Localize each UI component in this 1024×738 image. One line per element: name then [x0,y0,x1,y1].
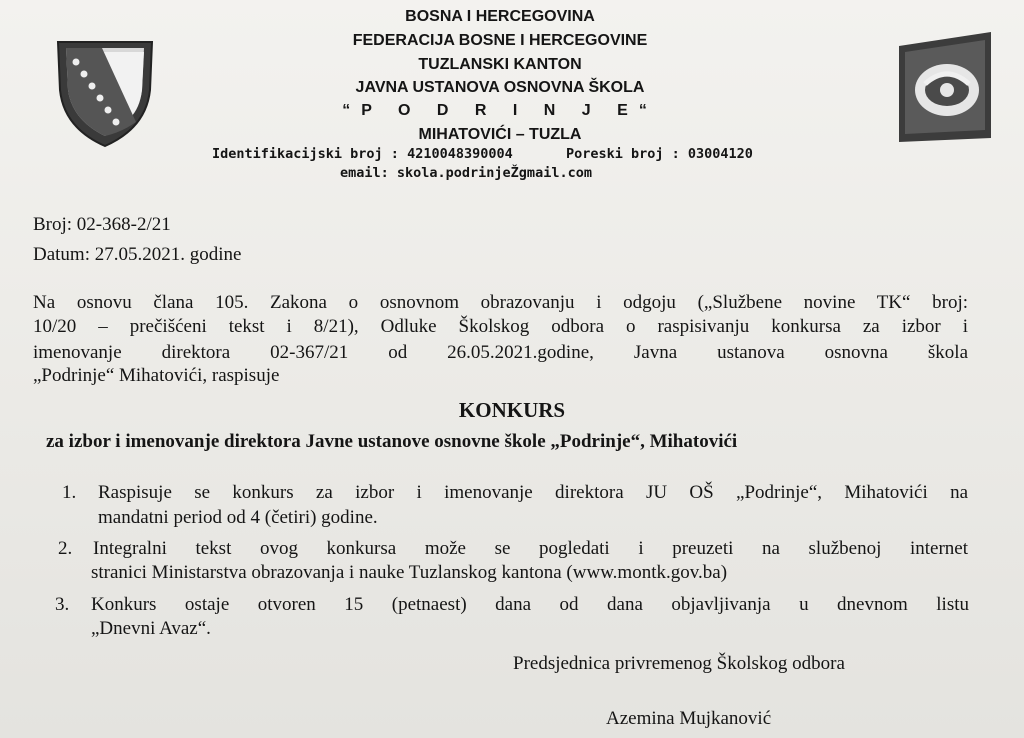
document-date: Datum: 27.05.2021. godine [33,244,242,265]
header-location: MIHATOVIĆI – TUZLA [418,126,582,143]
intro-line: Na osnovu člana 105. Zakona o osnovnom obrazovanju i odgoju („Službene novine TK“ broj: [33,292,968,313]
signature-name: Azemina Mujkanović [606,708,772,729]
document-number: Broj: 02-368-2/21 [33,214,171,235]
document-subtitle: za izbor i imenovanje direktora Javne ustanove osnovne škole „Podrinje“, Mihatovići [46,431,738,452]
header-id-number: Identifikacijski broj : 4210048390004 [212,146,513,162]
header-institution: JAVNA USTANOVA OSNOVNA ŠKOLA [355,79,645,96]
list-item-number: 2. [58,538,73,559]
header-canton: TUZLANSKI KANTON [418,56,582,73]
header-email: email: skola.podrinjeŽgmail.com [340,165,592,181]
list-item-text: mandatni period od 4 (četiri) godine. [98,507,378,528]
header-country: BOSNA I HERCEGOVINA [405,8,595,25]
list-item-text: Konkurs ostaje otvoren 15 (petnaest) dana od dana objavljivanja u dnevnom listu [91,594,969,615]
signature-role: Predsjednica privremenog Školskog odbora [513,653,845,674]
list-item-text: Raspisuje se konkurs za izbor i imenovanje direktora JU OŠ „Podrinje“, Mihatovići na [98,482,968,503]
intro-line: „Podrinje“ Mihatovići, raspisuje [33,365,280,386]
intro-line: 10/20 – prečišćeni tekst i 8/21), Odluke Školskog odbora o raspisivanju konkursa za izbor i [33,316,968,337]
document-title: KONKURS [458,398,566,422]
header-school-name: “P O D R I N J E“ [342,102,658,119]
school-logo-icon [895,26,995,144]
list-item-text: „Dnevni Avaz“. [91,618,211,639]
intro-line: imenovanje direktora 02-367/21 od 26.05.2021.godine, Javna ustanova osnovna škola [33,342,968,363]
header-federation: FEDERACIJA BOSNE I HERCEGOVINE [352,32,648,49]
list-item-number: 3. [55,594,70,615]
list-item-text: Integralni tekst ovog konkursa može se pogledati i preuzeti na službenoj internet [93,538,968,559]
list-item-number: 1. [62,482,77,503]
header-tax-number: Poreski broj : 03004120 [566,146,753,162]
list-item-text: stranici Ministarstva obrazovanja i nauke Tuzlanskog kantona (www.montk.gov.ba) [91,562,728,583]
bih-coat-of-arms-icon [50,30,160,150]
